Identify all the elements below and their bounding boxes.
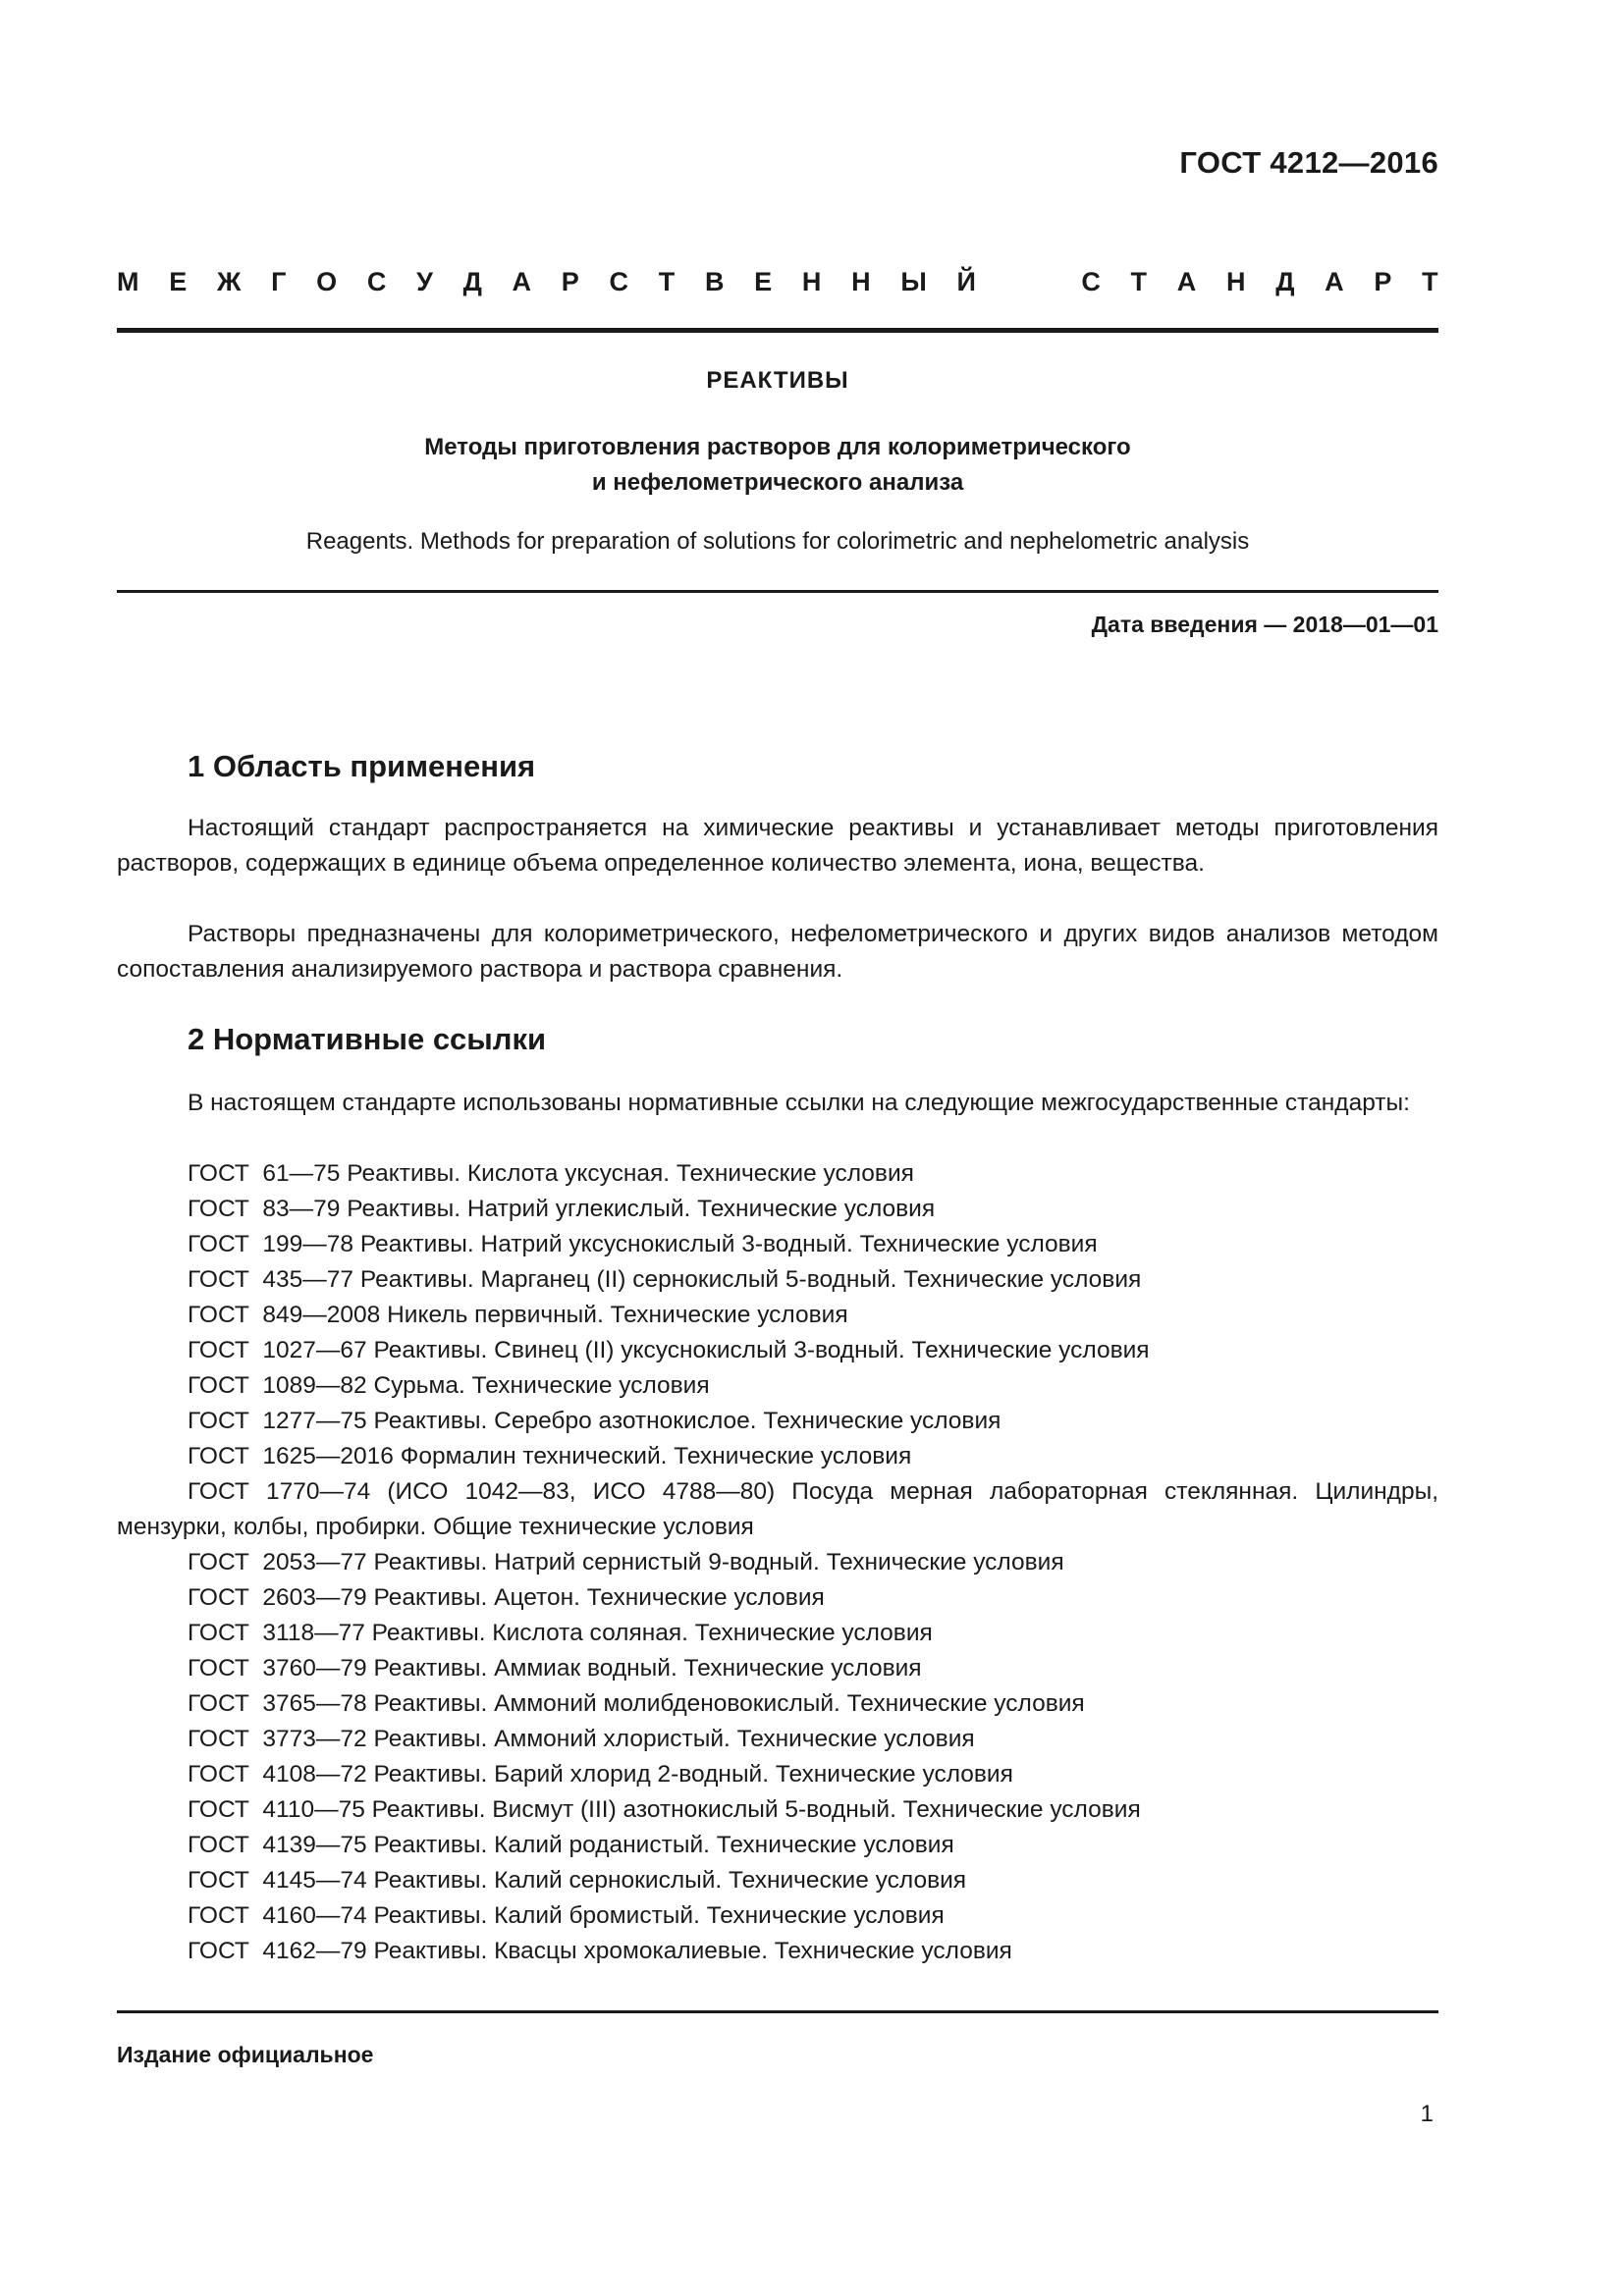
reference-item [117, 1792, 1438, 1828]
reference-item [117, 1898, 1438, 1934]
reference-item [117, 1722, 1438, 1757]
reference-title: Реактивы. Кислота уксусная. Технические условия [347, 1160, 914, 1187]
banner-letter: Р [561, 267, 579, 296]
reference-code: ГОСТ 4160—74 [188, 1902, 367, 1929]
banner-letter: Й [956, 267, 976, 296]
reference-item [117, 1545, 1438, 1580]
reference-title: Реактивы. Аммоний молибденовокислый. Технические условия [373, 1690, 1085, 1717]
banner-letter: Е [169, 267, 188, 296]
reference-code: ГОСТ 1277—75 [188, 1408, 367, 1434]
reference-code: ГОСТ 1625—2016 [188, 1443, 394, 1469]
banner-letter: С [609, 267, 628, 296]
reference-title: Реактивы. Натрий уксуснокислый 3-водный. Технические условия [359, 1231, 1098, 1257]
reference-code: ГОСТ 2603—79 [188, 1584, 367, 1611]
banner-letter: М [117, 267, 139, 296]
scope-paragraph-2: Растворы предназначены для колориметрического, нефелометрического и других видов анализов методом сопоставления анализируемого раствора и раствора сравнения. [117, 921, 1438, 983]
reference-item [117, 1298, 1438, 1333]
reference-title: Реактивы. Калий роданистый. Технические условия [373, 1832, 954, 1858]
reference-title: Реактивы. Калий бромистый. Технические условия [373, 1902, 945, 1929]
reference-title: Реактивы. Ацетон. Технические условия [373, 1584, 825, 1611]
banner-letter: А [1325, 267, 1344, 296]
banner-letter: Н [851, 267, 871, 296]
reference-item [117, 1368, 1438, 1404]
banner-word-gap [1006, 267, 1052, 297]
document-title: РЕАКТИВЫ [706, 367, 849, 394]
document-page [117, 0, 1438, 2296]
reference-title: Реактивы. Аммиак водный. Технические условия [373, 1655, 922, 1682]
banner-letter: Т [1130, 267, 1148, 296]
reference-title: Формалин технический. Технические условия [400, 1443, 912, 1469]
reference-title: Реактивы. Натрий углекислый. Технические условия [347, 1196, 936, 1222]
reference-title: Реактивы. Марганец (II) сернокислый 5-водный. Технические условия [359, 1266, 1142, 1293]
edition-note: Издание официальное [117, 2042, 374, 2067]
reference-code: ГОСТ 61—75 [188, 1160, 341, 1187]
reference-code: ГОСТ 4139—75 [188, 1832, 367, 1858]
reference-title: Реактивы. Квасцы хромокалиевые. Технические условия [373, 1938, 1012, 1964]
reference-title: Сурьма. Технические условия [373, 1372, 710, 1399]
page-number: 1 [1420, 2101, 1434, 2127]
reference-item [117, 1651, 1438, 1686]
subtitle-line-2: и нефелометрического анализа [591, 469, 964, 496]
subtitle-line-1: Методы приготовления растворов для колориметрического [424, 434, 1131, 460]
reference-code: ГОСТ 3765—78 [188, 1690, 367, 1717]
reference-code: ГОСТ 199—78 [188, 1231, 354, 1257]
reference-item [117, 1156, 1438, 1192]
banner-letter: Р [1374, 267, 1392, 296]
reference-title: Никель первичный. Технические условия [387, 1302, 848, 1328]
reference-code: ГОСТ 4108—72 [188, 1761, 367, 1788]
banner-letter: С [1081, 267, 1101, 296]
reference-item [117, 1616, 1438, 1651]
reference-item [117, 1580, 1438, 1616]
reference-code: ГОСТ 3118—77 [188, 1620, 365, 1646]
reference-title: Реактивы. Аммоний хлористый. Технические условия [373, 1726, 975, 1752]
reference-code: ГОСТ 1770—74 [188, 1478, 371, 1505]
reference-item [117, 1227, 1438, 1262]
reference-item [117, 1404, 1438, 1439]
reference-item [117, 1686, 1438, 1722]
banner-letter: А [1176, 267, 1197, 296]
reference-item [117, 1474, 1438, 1545]
reference-code: ГОСТ 83—79 [188, 1196, 341, 1222]
reference-item [117, 1757, 1438, 1792]
reference-code: ГОСТ 4110—75 [188, 1796, 365, 1823]
banner-letter: У [416, 267, 433, 296]
document-code: ГОСТ 4212—2016 [1179, 145, 1438, 180]
banner-letter: Д [1275, 267, 1295, 296]
reference-code: ГОСТ 1027—67 [188, 1337, 367, 1363]
interstate-standard-banner [117, 267, 1438, 297]
footer-divider [117, 2010, 1438, 2013]
reference-item [117, 1828, 1438, 1863]
banner-letter: А [512, 267, 532, 296]
document-subtitle [117, 430, 1438, 501]
reference-title: Реактивы. Серебро азотнокислое. Технические условия [373, 1408, 1001, 1434]
banner-letter: Т [658, 267, 676, 296]
title-divider [117, 590, 1438, 593]
banner-letter: Е [754, 267, 773, 296]
reference-item [117, 1333, 1438, 1368]
banner-letter: Т [1422, 267, 1438, 296]
effective-date: Дата введения — 2018—01—01 [1091, 612, 1438, 637]
section-heading-scope: 1 Область применения [188, 749, 536, 783]
banner-letter: Ж [216, 267, 242, 296]
reference-code: ГОСТ 4145—74 [188, 1867, 367, 1894]
reference-title: Реактивы. Висмут (III) азотнокислый 5-водный. Технические условия [371, 1796, 1141, 1823]
reference-code: ГОСТ 3760—79 [188, 1655, 367, 1682]
reference-item [117, 1192, 1438, 1227]
reference-item [117, 1934, 1438, 1969]
reference-title: Реактивы. Натрий сернистый 9-водный. Технические условия [373, 1549, 1064, 1575]
reference-code: ГОСТ 1089—82 [188, 1372, 367, 1399]
reference-code: ГОСТ 435—77 [188, 1266, 354, 1293]
scope-paragraph-1: Настоящий стандарт распространяется на химические реактивы и устанавливает методы приготовления растворов, содержащих в единице объема определенное количество элемента, иона, вещества. [117, 815, 1438, 877]
reference-list [117, 1156, 1438, 1969]
reference-code: ГОСТ 2053—77 [188, 1549, 367, 1575]
banner-letter: Н [801, 267, 822, 296]
reference-title: Реактивы. Свинец (II) уксуснокислый 3-водный. Технические условия [373, 1337, 1150, 1363]
reference-title: (ИСО 1042—83, ИСО 4788—80) Посуда мерная лабораторная стеклянная. Цилиндры, мензурки, колбы, пробирки. Общие технические условия [117, 1478, 1439, 1540]
banner-letter: Н [1225, 267, 1246, 296]
reference-title: Реактивы. Барий хлорид 2-водный. Технические условия [373, 1761, 1013, 1788]
reference-title: Реактивы. Калий сернокислый. Технические условия [373, 1867, 967, 1894]
banner-letter: С [366, 267, 387, 296]
reference-item [117, 1439, 1438, 1474]
header-divider [117, 328, 1438, 333]
section-heading-references: 2 Нормативные ссылки [188, 1022, 547, 1056]
reference-item [117, 1863, 1438, 1898]
reference-title: Реактивы. Кислота соляная. Технические условия [371, 1620, 933, 1646]
reference-item [117, 1262, 1438, 1298]
banner-letter: Ы [900, 267, 927, 296]
banner-letter: Д [462, 267, 482, 296]
banner-letter: В [704, 267, 725, 296]
reference-code: ГОСТ 4162—79 [188, 1938, 367, 1964]
reference-code: ГОСТ 3773—72 [188, 1726, 367, 1752]
banner-letter: Г [271, 267, 287, 296]
references-intro: В настоящем стандарте использованы нормативные ссылки на следующие межгосударственные стандарты: [188, 1090, 1410, 1116]
banner-letter: О [316, 267, 338, 296]
reference-code: ГОСТ 849—2008 [188, 1302, 381, 1328]
english-title: Reagents. Methods for preparation of solutions for colorimetric and nephelometric analysis [305, 528, 1250, 555]
